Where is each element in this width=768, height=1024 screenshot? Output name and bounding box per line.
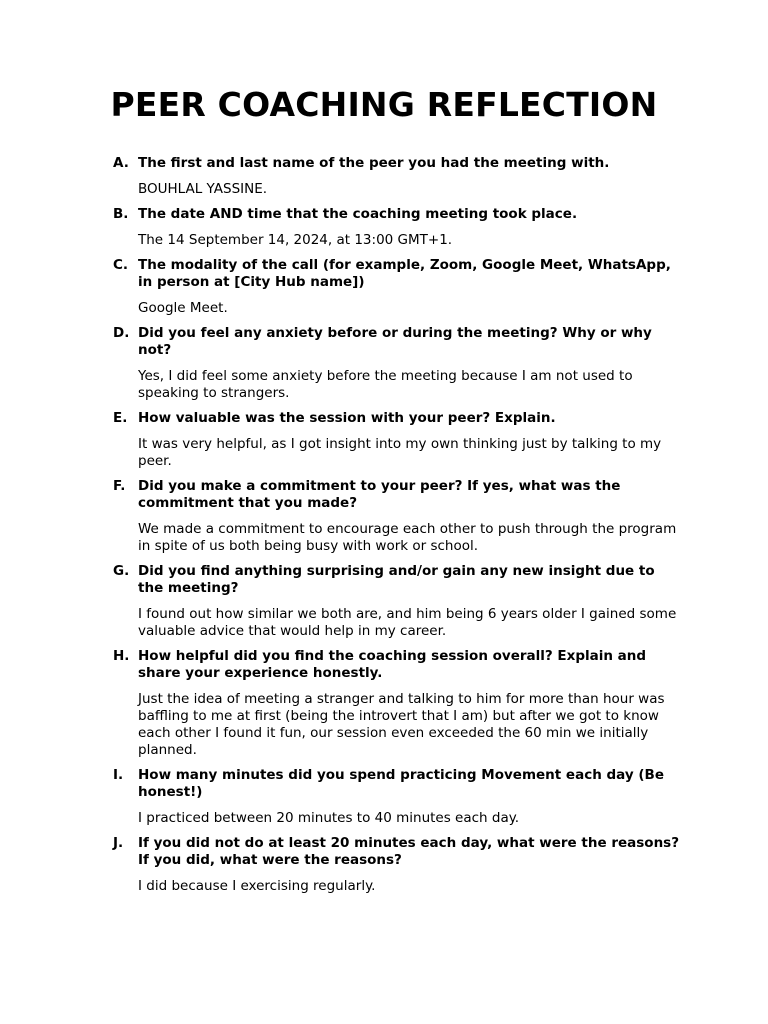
question-text: How helpful did you find the coaching session overall? Explain and share your experience honestly.: [138, 648, 647, 681]
question-item-j: [113, 835, 683, 895]
question-letter: I.: [113, 767, 124, 783]
question-text: Did you find anything surprising and/or gain any new insight due to the meeting?: [138, 563, 655, 596]
question-letter: E.: [113, 410, 128, 426]
question-item-d: [113, 325, 683, 402]
answer-text: Just the idea of meeting a stranger and talking to him for more than hour was baffling to me at first (being the introvert that I am) but after we got to know each other I found it fun, our session even exceeded the 60 min we initially planned.: [138, 691, 665, 758]
question-letter: A.: [113, 155, 129, 171]
question-item-b: [113, 206, 683, 249]
question-text: Did you feel any anxiety before or during the meeting? Why or why not?: [138, 325, 652, 358]
question-item-c: [113, 257, 683, 317]
question-text: Did you make a commitment to your peer? If yes, what was the commitment that you made?: [138, 478, 621, 511]
question-text: How many minutes did you spend practicing Movement each day (Be honest!): [138, 767, 664, 800]
question-letter: C.: [113, 257, 129, 273]
question-text: The modality of the call (for example, Zoom, Google Meet, WhatsApp, in person at [City Hub name]): [138, 257, 671, 290]
question-text: If you did not do at least 20 minutes each day, what were the reasons? If you did, what were the reasons?: [138, 835, 680, 868]
question-item-a: [113, 155, 683, 198]
question-letter: J.: [113, 835, 124, 851]
question-text: How valuable was the session with your peer? Explain.: [138, 410, 556, 426]
answer-text: BOUHLAL YASSINE.: [138, 181, 268, 197]
question-item-f: [113, 478, 683, 555]
answer-text: It was very helpful, as I got insight into my own thinking just by talking to my peer.: [138, 436, 662, 469]
question-letter: F.: [113, 478, 126, 494]
question-item-i: [113, 767, 683, 827]
answer-text: I found out how similar we both are, and him being 6 years older I gained some valuable advice that would help in my career.: [138, 606, 677, 639]
answer-text: I practiced between 20 minutes to 40 minutes each day.: [138, 810, 520, 826]
question-text: The date AND time that the coaching meeting took place.: [138, 206, 578, 222]
answer-text: I did because I exercising regularly.: [138, 878, 376, 894]
question-item-g: [113, 563, 683, 640]
answer-text: We made a commitment to encourage each other to push through the program in spite of us both being busy with work or school.: [138, 521, 677, 554]
answer-text: Yes, I did feel some anxiety before the meeting because I am not used to speaking to strangers.: [138, 368, 633, 401]
question-letter: G.: [113, 563, 130, 579]
question-letter: B.: [113, 206, 129, 222]
question-list: [113, 155, 683, 903]
question-letter: H.: [113, 648, 130, 664]
question-text: The first and last name of the peer you had the meeting with.: [138, 155, 610, 171]
answer-text: The 14 September 14, 2024, at 13:00 GMT+1.: [138, 232, 453, 248]
question-item-e: [113, 410, 683, 470]
question-letter: D.: [113, 325, 130, 341]
question-item-h: [113, 648, 683, 759]
page-title: PEER COACHING REFLECTION: [110, 85, 658, 124]
answer-text: Google Meet.: [138, 300, 228, 316]
